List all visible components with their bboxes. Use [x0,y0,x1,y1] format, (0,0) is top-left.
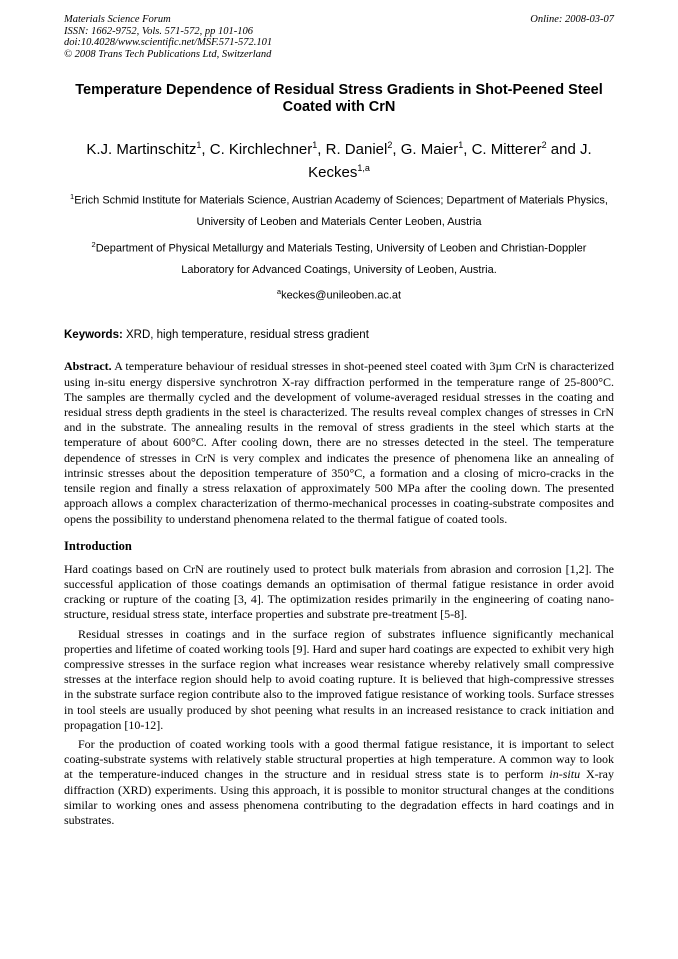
copyright-line: © 2008 Trans Tech Publications Ltd, Switzerland [64,48,272,60]
affiliation-1 [64,186,614,234]
intro-paragraph-3 [64,737,614,828]
email-mark: a [276,287,282,297]
author-affiliation-mark: 1,a [357,163,370,173]
affiliation-2-text: Department of Physical Metallurgy and Materials Testing, University of Leoben and Christian-Doppler Laboratory for Advanced Coatings, University of Leoben, Austria. [95,242,587,276]
author-name: C. Kirchlechner [209,141,313,158]
author-name: K.J. Martinschitz [86,141,197,158]
intro-paragraph-2: Residual stresses in coatings and in the surface region of substrates influence significantly mechanical properties and lifetime of coated working tools [9]. Hard and super hard coatings are expected to exhibit very high compressive stresses in the surface region what increases wear resistance whereby relatively small compressive stresses at the interface region should help to avoid coating rupture. It is believed that high-compressive stresses in the substrate surface region contribute also to the improved fatigue resistance of working tools. Surface stresses in tool steels are usually produced by shot peening what results in an increased resistance to crack initiation and propagation [10-12]. [64,626,614,732]
author-name: J. Keckes [308,141,592,181]
affiliations [64,186,614,307]
abstract [64,359,614,526]
affiliation-1-text: Erich Schmid Institute for Materials Science, Austrian Academy of Sciences; Department of Materials Physics, University of Leoben and Materials Center Leoben, Austria [74,194,608,229]
affiliation-1-mark: 1 [70,192,75,201]
intro-paragraph-3-italic: in-situ [549,767,581,782]
intro-paragraph-3-part-a: For the production of coated working tools with a good thermal fatigue resistance, it is important to select coating-substrate systems with relatively stable structural properties at high temperature. A common way to look at the temperature-induced changes in the structure and in residual stress state is to perform [64,736,614,782]
author-separator: , [392,141,401,158]
online-date: Online: 2008-03-07 [530,14,614,25]
journal-name: Materials Science Forum [64,14,171,25]
paper-page [64,14,614,832]
keywords-label: Keywords: [64,329,123,342]
intro-paragraph-3-part-b: X-ray diffraction (XRD) experiments. Using this approach, it is possible to monitor structural changes at the conditions similar to working ones and assess phenomena contributing to the degradation effects in hard coatings and in substrates. [64,767,615,827]
author-affiliation-mark: 1 [312,140,318,150]
author-separator: and [546,141,580,158]
affiliation-2-mark: 2 [91,239,96,249]
author-list [64,136,614,182]
keywords [64,328,614,342]
keywords-text: XRD, high temperature, residual stress gradient [122,329,369,342]
author-name: G. Maier [400,141,459,158]
email-line [64,281,614,307]
email-address[interactable]: keckes@unileoben.ac.at [281,289,402,302]
author-name: C. Mitterer [471,141,542,158]
abstract-text: A temperature behaviour of residual stresses in shot-peened steel coated with 3µm CrN is characterized using in-situ energy dispersive synchrotron X-ray diffraction performed in the temperature range of 25-800°C. The samples are thermally cycled and the development of volume-averaged residual stresses in the coating and residual stress depth gradients in the steel is characterized. The results reveal complex changes of stresses in CrN and in the substrate. The annealing results in the removal of stress gradients in the steel which starts at the temperature of about 600°C. After cooling down, there are no stresses detected in the steel. The temperature dependence of stresses in CrN is very complex and indicates the presence of phenomena like an annealing of intrinsic stresses about the deposition temperature of 350°C, a formation and a closing of micro-cracks in the tensile region and finally a stress relaxation of approximately 500 MPa after the cooling down. The presented approach allows a complex characterization of thermo-mechanical processes in coating-substrate composites and opens the possibility to understand phenomena related to the thermal fatigue of coated tools. [64,359,614,526]
abstract-label: Abstract. [64,359,112,374]
intro-paragraph-1: Hard coatings based on CrN are routinely used to protect bulk materials from abrasion and corrosion [1,2]. The successful application of those coatings demands an optimisation of thermal fatigue resistance in order avoid cracking or rupture of the coating [3, 4]. The optimization resides primarily in the engineering of coating nano-structure, residual stress state, interface properties and substrate pre-treatment [5-8]. [64,561,614,622]
author-separator: , [463,141,472,158]
introduction-body [64,562,614,828]
author-affiliation-mark: 1 [196,140,202,150]
author-affiliation-mark: 1 [458,140,464,150]
introduction-heading: Introduction [64,538,132,553]
affiliation-2 [64,234,614,282]
doi-line: doi:10.4028/www.scientific.net/MSF.571-572.101 [64,37,273,48]
author-affiliation-mark: 2 [387,140,393,150]
issn-line: ISSN: 1662-9752, Vols. 571-572, pp 101-106 [64,25,253,37]
author-affiliation-mark: 2 [541,140,547,150]
author-separator: , [317,141,326,158]
author-name: R. Daniel [325,141,388,158]
paper-title: Temperature Dependence of Residual Stress Gradients in Shot-Peened Steel Coated with CrN [75,82,603,115]
journal-header [64,14,614,60]
author-separator: , [201,141,210,158]
